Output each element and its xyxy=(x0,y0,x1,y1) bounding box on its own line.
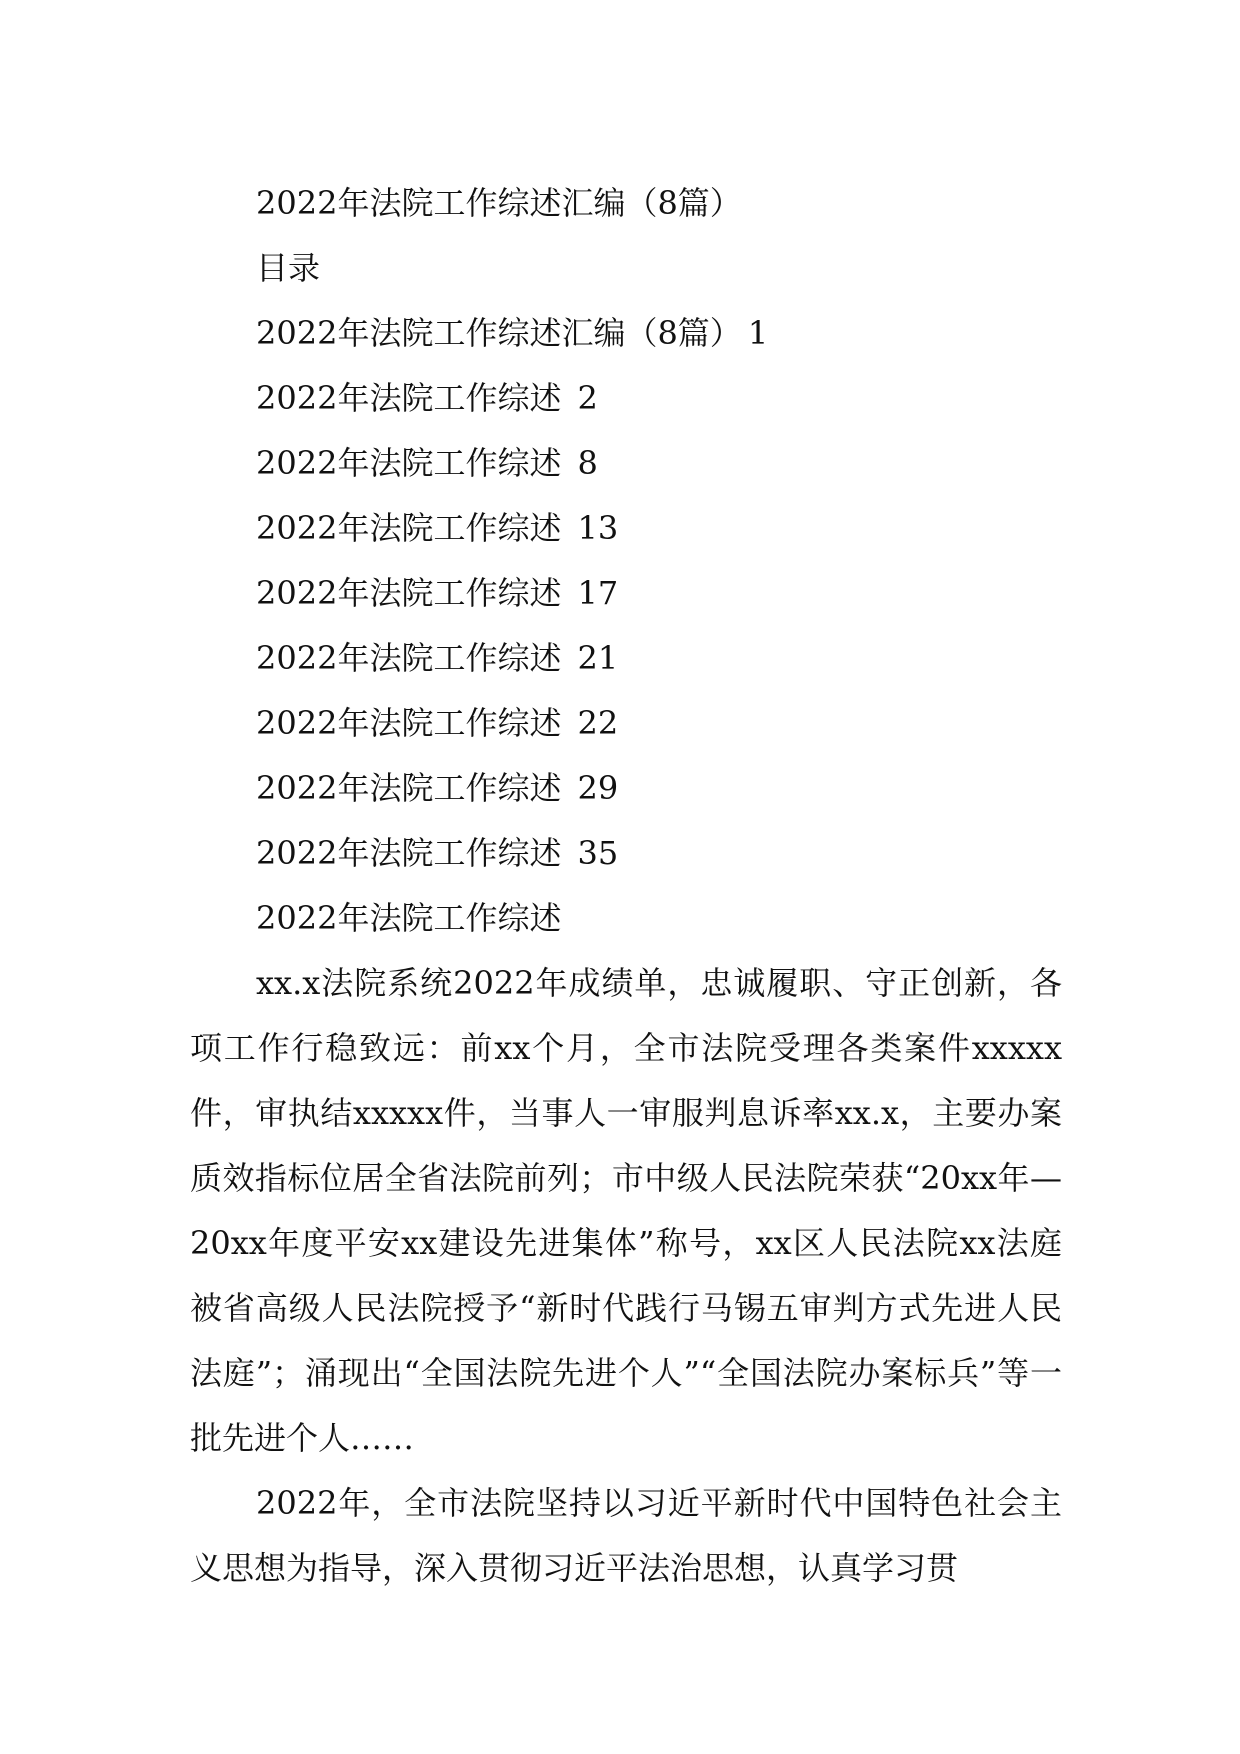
toc-entry-label: 2022年法院工作综述 xyxy=(256,574,562,612)
toc-entry[interactable] xyxy=(190,561,1062,626)
toc-entry-label: 2022年法院工作综述 xyxy=(256,834,562,872)
toc-entry-page: 35 xyxy=(577,834,619,872)
toc-entry-page: 22 xyxy=(577,704,619,742)
toc-entry[interactable] xyxy=(190,431,1062,496)
toc-entry[interactable] xyxy=(190,366,1062,431)
toc-entry[interactable] xyxy=(190,756,1062,821)
toc-entry-page: 2 xyxy=(577,379,598,417)
toc-heading: 目录 xyxy=(256,249,321,287)
toc-entry-page: 13 xyxy=(577,509,619,547)
toc-entry[interactable] xyxy=(190,821,1062,886)
section-title: 2022年法院工作综述 xyxy=(256,899,562,937)
toc-entry-label: 2022年法院工作综述 xyxy=(256,509,562,547)
toc-entry-page: 21 xyxy=(577,639,619,677)
toc-entry-label: 2022年法院工作综述 xyxy=(256,444,562,482)
toc-entry-page: 17 xyxy=(577,574,619,612)
toc-entry-label: 2022年法院工作综述汇编（8篇） xyxy=(256,314,742,352)
toc-entry[interactable] xyxy=(190,691,1062,756)
toc-entry-label: 2022年法院工作综述 xyxy=(256,379,562,417)
body-paragraph: 2022年，全市法院坚持以习近平新时代中国特色社会主义思想为指导，深入贯彻习近平法治思想，认真学习贯 xyxy=(190,1484,1062,1587)
toc-entry[interactable] xyxy=(190,301,1062,366)
document-title: 2022年法院工作综述汇编（8篇） xyxy=(256,184,742,222)
body-paragraph: xx.x法院系统2022年成绩单，忠诚履职、守正创新，各项工作行稳致远：前xx个月，全市法院受理各类案件xxxxx件，审执结xxxxx件，当事人一审服判息诉率xx.x，主要办案质效指标位居全省法院前列；市中级人民法院荣获“20xx年—20xx年度平安xx建设先进集体”称号，xx区人民法院xx法庭被省高级人民法院授予“新时代践行马锡五审判方式先进人民法庭”；涌现出“全国法院先进个人”“全国法院办案标兵”等一批先进个人…… xyxy=(190,964,1062,1457)
toc-entry-label: 2022年法院工作综述 xyxy=(256,704,562,742)
toc-entry-page: 29 xyxy=(577,769,619,807)
document-content xyxy=(190,171,1062,1601)
toc-entry-label: 2022年法院工作综述 xyxy=(256,639,562,677)
toc-entry[interactable] xyxy=(190,496,1062,561)
toc-entry[interactable] xyxy=(190,626,1062,691)
toc-entry-page: 1 xyxy=(747,314,769,352)
toc-entry-page: 8 xyxy=(577,444,598,482)
toc-entry-label: 2022年法院工作综述 xyxy=(256,769,562,807)
